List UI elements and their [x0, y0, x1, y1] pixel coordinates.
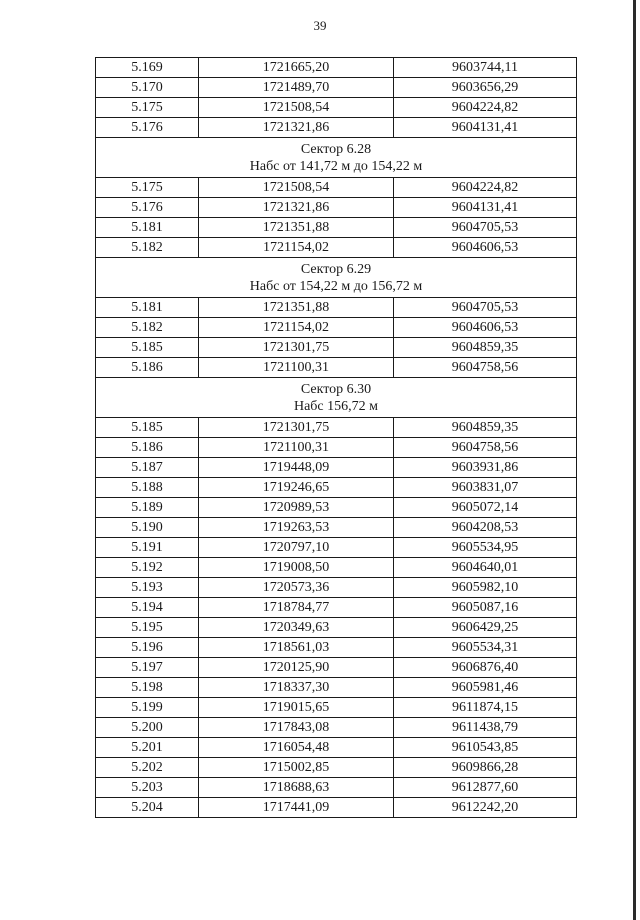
coordinate-x: 1718561,03 — [199, 638, 394, 658]
coordinate-y: 9604859,35 — [394, 338, 577, 358]
sector-height-range: Набс от 141,72 м до 154,22 м — [249, 158, 423, 174]
coordinate-x: 1718688,63 — [199, 778, 394, 798]
coordinate-y: 9604131,41 — [394, 198, 577, 218]
coordinate-y: 9612877,60 — [394, 778, 577, 798]
coordinate-y: 9611438,79 — [394, 718, 577, 738]
point-number: 5.193 — [96, 578, 199, 598]
table-row — [96, 318, 577, 338]
coordinate-x: 1721100,31 — [199, 358, 394, 378]
point-number: 5.182 — [96, 238, 199, 258]
coordinate-y: 9603831,07 — [394, 478, 577, 498]
coordinate-x: 1718784,77 — [199, 598, 394, 618]
sector-height-range: Набс от 154,22 м до 156,72 м — [249, 278, 423, 294]
table-row — [96, 118, 577, 138]
coordinate-y: 9612242,20 — [394, 798, 577, 818]
coordinate-y: 9606429,25 — [394, 618, 577, 638]
coordinate-y: 9606876,40 — [394, 658, 577, 678]
table-row — [96, 658, 577, 678]
point-number: 5.196 — [96, 638, 199, 658]
point-number: 5.190 — [96, 518, 199, 538]
table-row — [96, 298, 577, 318]
point-number: 5.181 — [96, 218, 199, 238]
table-row — [96, 438, 577, 458]
coordinate-x: 1715002,85 — [199, 758, 394, 778]
coordinate-x: 1721508,54 — [199, 98, 394, 118]
table-row — [96, 738, 577, 758]
coordinate-x: 1719263,53 — [199, 518, 394, 538]
point-number: 5.181 — [96, 298, 199, 318]
point-number: 5.204 — [96, 798, 199, 818]
point-number: 5.201 — [96, 738, 199, 758]
table-row — [96, 238, 577, 258]
coordinate-x: 1721508,54 — [199, 178, 394, 198]
point-number: 5.175 — [96, 178, 199, 198]
table-row — [96, 78, 577, 98]
table-row — [96, 618, 577, 638]
coordinate-y: 9603931,86 — [394, 458, 577, 478]
coordinate-y: 9604758,56 — [394, 358, 577, 378]
point-number: 5.200 — [96, 718, 199, 738]
sector-title: Сектор 6.30 — [300, 381, 372, 397]
point-number: 5.169 — [96, 58, 199, 78]
point-number: 5.199 — [96, 698, 199, 718]
point-number: 5.175 — [96, 98, 199, 118]
coordinate-y: 9611874,15 — [394, 698, 577, 718]
sector-title: Сектор 6.28 — [300, 141, 372, 157]
scan-edge-mark — [633, 0, 636, 920]
point-number: 5.185 — [96, 418, 199, 438]
point-number: 5.195 — [96, 618, 199, 638]
sector-header — [96, 138, 577, 178]
table-row — [96, 758, 577, 778]
sector-header-row — [96, 378, 577, 418]
coordinate-x: 1720989,53 — [199, 498, 394, 518]
coordinate-x: 1721301,75 — [199, 338, 394, 358]
coordinate-y: 9605982,10 — [394, 578, 577, 598]
table-row — [96, 218, 577, 238]
point-number: 5.170 — [96, 78, 199, 98]
coordinate-y: 9609866,28 — [394, 758, 577, 778]
table-row — [96, 718, 577, 738]
point-number: 5.198 — [96, 678, 199, 698]
table-row — [96, 58, 577, 78]
coordinate-x: 1720349,63 — [199, 618, 394, 638]
point-number: 5.186 — [96, 438, 199, 458]
table-row — [96, 418, 577, 438]
coordinate-x: 1719246,65 — [199, 478, 394, 498]
coordinate-y: 9604606,53 — [394, 238, 577, 258]
coordinate-x: 1721351,88 — [199, 218, 394, 238]
coordinate-x: 1721154,02 — [199, 238, 394, 258]
coordinate-x: 1721154,02 — [199, 318, 394, 338]
table-row — [96, 358, 577, 378]
coordinate-y: 9603656,29 — [394, 78, 577, 98]
table-row — [96, 178, 577, 198]
coordinate-x: 1721100,31 — [199, 438, 394, 458]
coordinate-y: 9604705,53 — [394, 218, 577, 238]
coordinate-x: 1716054,48 — [199, 738, 394, 758]
coordinate-y: 9603744,11 — [394, 58, 577, 78]
point-number: 5.176 — [96, 198, 199, 218]
point-number: 5.185 — [96, 338, 199, 358]
sector-header — [96, 258, 577, 298]
table-row — [96, 338, 577, 358]
page-number: 39 — [313, 18, 327, 33]
table-row — [96, 598, 577, 618]
coordinate-x: 1717441,09 — [199, 798, 394, 818]
coordinate-y: 9605534,31 — [394, 638, 577, 658]
coordinate-x: 1719015,65 — [199, 698, 394, 718]
sector-height-range: Набс 156,72 м — [293, 398, 379, 414]
coordinate-y: 9604640,01 — [394, 558, 577, 578]
coordinate-x: 1721301,75 — [199, 418, 394, 438]
sector-title: Сектор 6.29 — [300, 261, 372, 277]
coordinate-x: 1720573,36 — [199, 578, 394, 598]
table-row — [96, 678, 577, 698]
coordinate-x: 1718337,30 — [199, 678, 394, 698]
coordinate-y: 9604224,82 — [394, 98, 577, 118]
coordinate-y: 9604859,35 — [394, 418, 577, 438]
table-row — [96, 698, 577, 718]
coordinate-y: 9605981,46 — [394, 678, 577, 698]
sector-header — [96, 378, 577, 418]
coordinate-y: 9604131,41 — [394, 118, 577, 138]
coordinate-y: 9604758,56 — [394, 438, 577, 458]
coordinate-x: 1720125,90 — [199, 658, 394, 678]
coordinate-y: 9604224,82 — [394, 178, 577, 198]
table-row — [96, 778, 577, 798]
coordinate-x: 1721321,86 — [199, 118, 394, 138]
point-number: 5.192 — [96, 558, 199, 578]
point-number: 5.176 — [96, 118, 199, 138]
coordinate-y: 9605072,14 — [394, 498, 577, 518]
point-number: 5.186 — [96, 358, 199, 378]
coordinate-y: 9605087,16 — [394, 598, 577, 618]
coordinate-x: 1721321,86 — [199, 198, 394, 218]
coordinate-y: 9604606,53 — [394, 318, 577, 338]
table-row — [96, 98, 577, 118]
sector-header-row — [96, 138, 577, 178]
coordinate-y: 9604705,53 — [394, 298, 577, 318]
point-number: 5.191 — [96, 538, 199, 558]
coordinate-x: 1720797,10 — [199, 538, 394, 558]
table-row — [96, 798, 577, 818]
coordinates-table-body — [96, 58, 577, 818]
coordinates-table — [95, 57, 577, 818]
coordinate-y: 9610543,85 — [394, 738, 577, 758]
sector-header-row — [96, 258, 577, 298]
table-row — [96, 498, 577, 518]
point-number: 5.194 — [96, 598, 199, 618]
table-row — [96, 578, 577, 598]
coordinate-x: 1721665,20 — [199, 58, 394, 78]
point-number: 5.202 — [96, 758, 199, 778]
point-number: 5.197 — [96, 658, 199, 678]
coordinate-x: 1717843,08 — [199, 718, 394, 738]
point-number: 5.188 — [96, 478, 199, 498]
point-number: 5.203 — [96, 778, 199, 798]
table-row — [96, 518, 577, 538]
coordinate-x: 1719448,09 — [199, 458, 394, 478]
table-row — [96, 458, 577, 478]
table-row — [96, 638, 577, 658]
coordinate-x: 1719008,50 — [199, 558, 394, 578]
point-number: 5.189 — [96, 498, 199, 518]
table-row — [96, 558, 577, 578]
point-number: 5.182 — [96, 318, 199, 338]
coordinate-y: 9605534,95 — [394, 538, 577, 558]
table-row — [96, 198, 577, 218]
table-row — [96, 478, 577, 498]
coordinate-x: 1721489,70 — [199, 78, 394, 98]
coordinate-y: 9604208,53 — [394, 518, 577, 538]
coordinate-x: 1721351,88 — [199, 298, 394, 318]
point-number: 5.187 — [96, 458, 199, 478]
table-row — [96, 538, 577, 558]
